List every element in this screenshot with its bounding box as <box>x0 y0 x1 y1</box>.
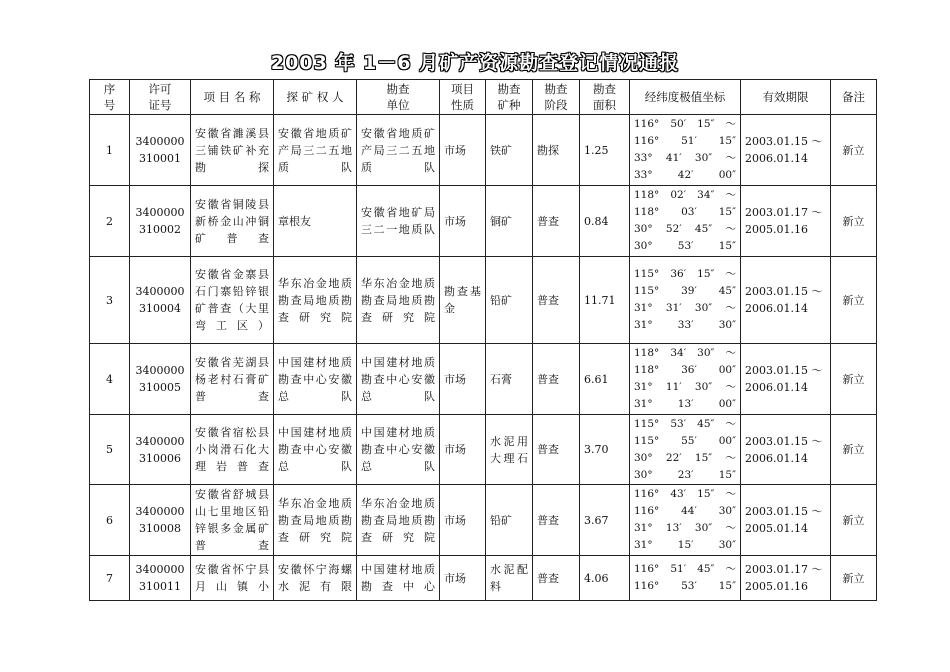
table-row <box>90 415 877 485</box>
cell-remark: 新立 <box>831 186 877 257</box>
cell-nature: 市场 <box>440 115 486 186</box>
cell-unit: 安徽省地质矿产局三二五地质队 <box>357 115 440 186</box>
cell-stage: 普查 <box>533 186 580 257</box>
header-period: 有效期限 <box>741 80 831 115</box>
cell-seq: 4 <box>90 344 130 415</box>
cell-period: 2003.01.15 ～ 2006.01.14 <box>741 257 831 344</box>
cell-stage: 普查 <box>533 344 580 415</box>
cell-permit: 3400000 310011 <box>130 556 191 601</box>
cell-nature: 市场 <box>440 556 486 601</box>
cell-nature: 市场 <box>440 344 486 415</box>
cell-remark: 新立 <box>831 415 877 485</box>
cell-coords: 118° 02′ 34″ ～ 118° 03′ 15″ 30° 52′ 45″ ～ 30° 53′ 15″ <box>630 186 741 257</box>
table-row <box>90 485 877 556</box>
table-row <box>90 186 877 257</box>
cell-remark: 新立 <box>831 257 877 344</box>
cell-period: 2003.01.17 ～ 2005.01.16 <box>741 186 831 257</box>
header-mineral: 勘查 矿种 <box>486 80 533 115</box>
cell-coords: 116° 50′ 15″ ～ 116° 51′ 15″ 33° 41′ 30″ ～ 33° 42′ 00″ <box>630 115 741 186</box>
table-row <box>90 344 877 415</box>
cell-permit: 3400000 310001 <box>130 115 191 186</box>
cell-project: 安徽省怀宁县月山镇小 <box>191 556 274 601</box>
cell-unit: 安徽省地矿局三二一地质队 <box>357 186 440 257</box>
cell-holder: 中国建材地质勘查中心安徽总队 <box>274 415 357 485</box>
header-unit: 勘查 单位 <box>357 80 440 115</box>
cell-mineral: 水泥配料 <box>486 556 533 601</box>
cell-permit: 3400000 310006 <box>130 415 191 485</box>
cell-coords: 116° 43′ 15″ ～ 116° 44′ 30″ 31° 13′ 30″ ～ 31° 15′ 30″ <box>630 485 741 556</box>
cell-nature: 市场 <box>440 186 486 257</box>
cell-area: 6.61 <box>580 344 630 415</box>
cell-project: 安徽省濉溪县三铺铁矿补充勘探 <box>191 115 274 186</box>
cell-stage: 勘探 <box>533 115 580 186</box>
table-header-row <box>90 80 877 115</box>
cell-permit: 3400000 310002 <box>130 186 191 257</box>
cell-coords: 115° 53′ 45″ ～ 115° 55′ 00″ 30° 22′ 15″ ～ 30° 23′ 15″ <box>630 415 741 485</box>
cell-unit: 中国建材地质勘查中心 <box>357 556 440 601</box>
cell-holder: 华东冶金地质勘查局地质勘查研究院 <box>274 485 357 556</box>
header-coords: 经纬度极值坐标 <box>630 80 741 115</box>
cell-remark: 新立 <box>831 556 877 601</box>
cell-project: 安徽省舒城县山七里地区铅锌银多金属矿普查 <box>191 485 274 556</box>
cell-unit: 中国建材地质勘查中心安徽总队 <box>357 344 440 415</box>
cell-seq: 7 <box>90 556 130 601</box>
cell-area: 4.06 <box>580 556 630 601</box>
cell-holder: 安徽怀宁海螺水泥有限 <box>274 556 357 601</box>
cell-holder: 华东冶金地质勘查局地质勘查研究院 <box>274 257 357 344</box>
cell-mineral: 铅矿 <box>486 257 533 344</box>
header-holder: 探 矿 权 人 <box>274 80 357 115</box>
cell-area: 0.84 <box>580 186 630 257</box>
cell-period: 2003.01.15 ～ 2006.01.14 <box>741 415 831 485</box>
cell-stage: 普查 <box>533 485 580 556</box>
cell-seq: 1 <box>90 115 130 186</box>
cell-project: 安徽省芜湖县杨老村石膏矿普查 <box>191 344 274 415</box>
cell-mineral: 铁矿 <box>486 115 533 186</box>
cell-permit: 3400000 310004 <box>130 257 191 344</box>
cell-mineral: 铅矿 <box>486 485 533 556</box>
cell-seq: 3 <box>90 257 130 344</box>
cell-holder: 章根友 <box>274 186 357 257</box>
cell-project: 安徽省金寨县石门寨铅锌银矿普查（大里弯工区） <box>191 257 274 344</box>
cell-remark: 新立 <box>831 344 877 415</box>
header-nature: 项目 性质 <box>440 80 486 115</box>
cell-seq: 2 <box>90 186 130 257</box>
header-area: 勘查 面积 <box>580 80 630 115</box>
cell-seq: 6 <box>90 485 130 556</box>
header-permit: 许可 证号 <box>130 80 191 115</box>
cell-period: 2003.01.15 ～ 2006.01.14 <box>741 115 831 186</box>
header-stage: 勘查 阶段 <box>533 80 580 115</box>
table-row <box>90 115 877 186</box>
cell-period: 2003.01.17 ～ 2005.01.16 <box>741 556 831 601</box>
cell-mineral: 铜矿 <box>486 186 533 257</box>
cell-area: 1.25 <box>580 115 630 186</box>
cell-area: 3.67 <box>580 485 630 556</box>
cell-coords: 118° 34′ 30″ ～ 118° 36′ 00″ 31° 11′ 30″ ～ 31° 13′ 00″ <box>630 344 741 415</box>
cell-unit: 中国建材地质勘查中心安徽总队 <box>357 415 440 485</box>
cell-coords: 116° 51′ 45″ ～ 116° 53′ 15″ <box>630 556 741 601</box>
cell-stage: 普查 <box>533 556 580 601</box>
header-seq: 序 号 <box>90 80 130 115</box>
cell-remark: 新立 <box>831 485 877 556</box>
cell-holder: 中国建材地质勘查中心安徽总队 <box>274 344 357 415</box>
header-project: 项 目 名 称 <box>191 80 274 115</box>
cell-nature: 市场 <box>440 415 486 485</box>
cell-holder: 安徽省地质矿产局三二五地质队 <box>274 115 357 186</box>
cell-remark: 新立 <box>831 115 877 186</box>
cell-stage: 普查 <box>533 257 580 344</box>
header-remark: 备注 <box>831 80 877 115</box>
cell-unit: 华东冶金地质勘查局地质勘查研究院 <box>357 257 440 344</box>
cell-area: 11.71 <box>580 257 630 344</box>
cell-seq: 5 <box>90 415 130 485</box>
cell-stage: 普查 <box>533 415 580 485</box>
registration-table <box>89 79 877 601</box>
table-row <box>90 257 877 344</box>
cell-nature: 市场 <box>440 485 486 556</box>
cell-project: 安徽省铜陵县新桥金山冲铜矿普查 <box>191 186 274 257</box>
cell-period: 2003.01.15 ～ 2006.01.14 <box>741 344 831 415</box>
cell-unit: 华东冶金地质勘查局地质勘查研究院 <box>357 485 440 556</box>
cell-coords: 115° 36′ 15″ ～ 115° 39′ 45″ 31° 31′ 30″ ～ 31° 33′ 30″ <box>630 257 741 344</box>
cell-period: 2003.01.15 ～ 2005.01.14 <box>741 485 831 556</box>
cell-nature: 勘查基金 <box>440 257 486 344</box>
cell-area: 3.70 <box>580 415 630 485</box>
cell-mineral: 水泥用大理石 <box>486 415 533 485</box>
cell-permit: 3400000 310008 <box>130 485 191 556</box>
page-title: 2003 年 1－6 月矿产资源勘查登记情况通报 <box>270 52 680 74</box>
table-row <box>90 556 877 601</box>
cell-mineral: 石膏 <box>486 344 533 415</box>
cell-permit: 3400000 310005 <box>130 344 191 415</box>
cell-project: 安徽省宿松县小岗滑石化大理岩普查 <box>191 415 274 485</box>
